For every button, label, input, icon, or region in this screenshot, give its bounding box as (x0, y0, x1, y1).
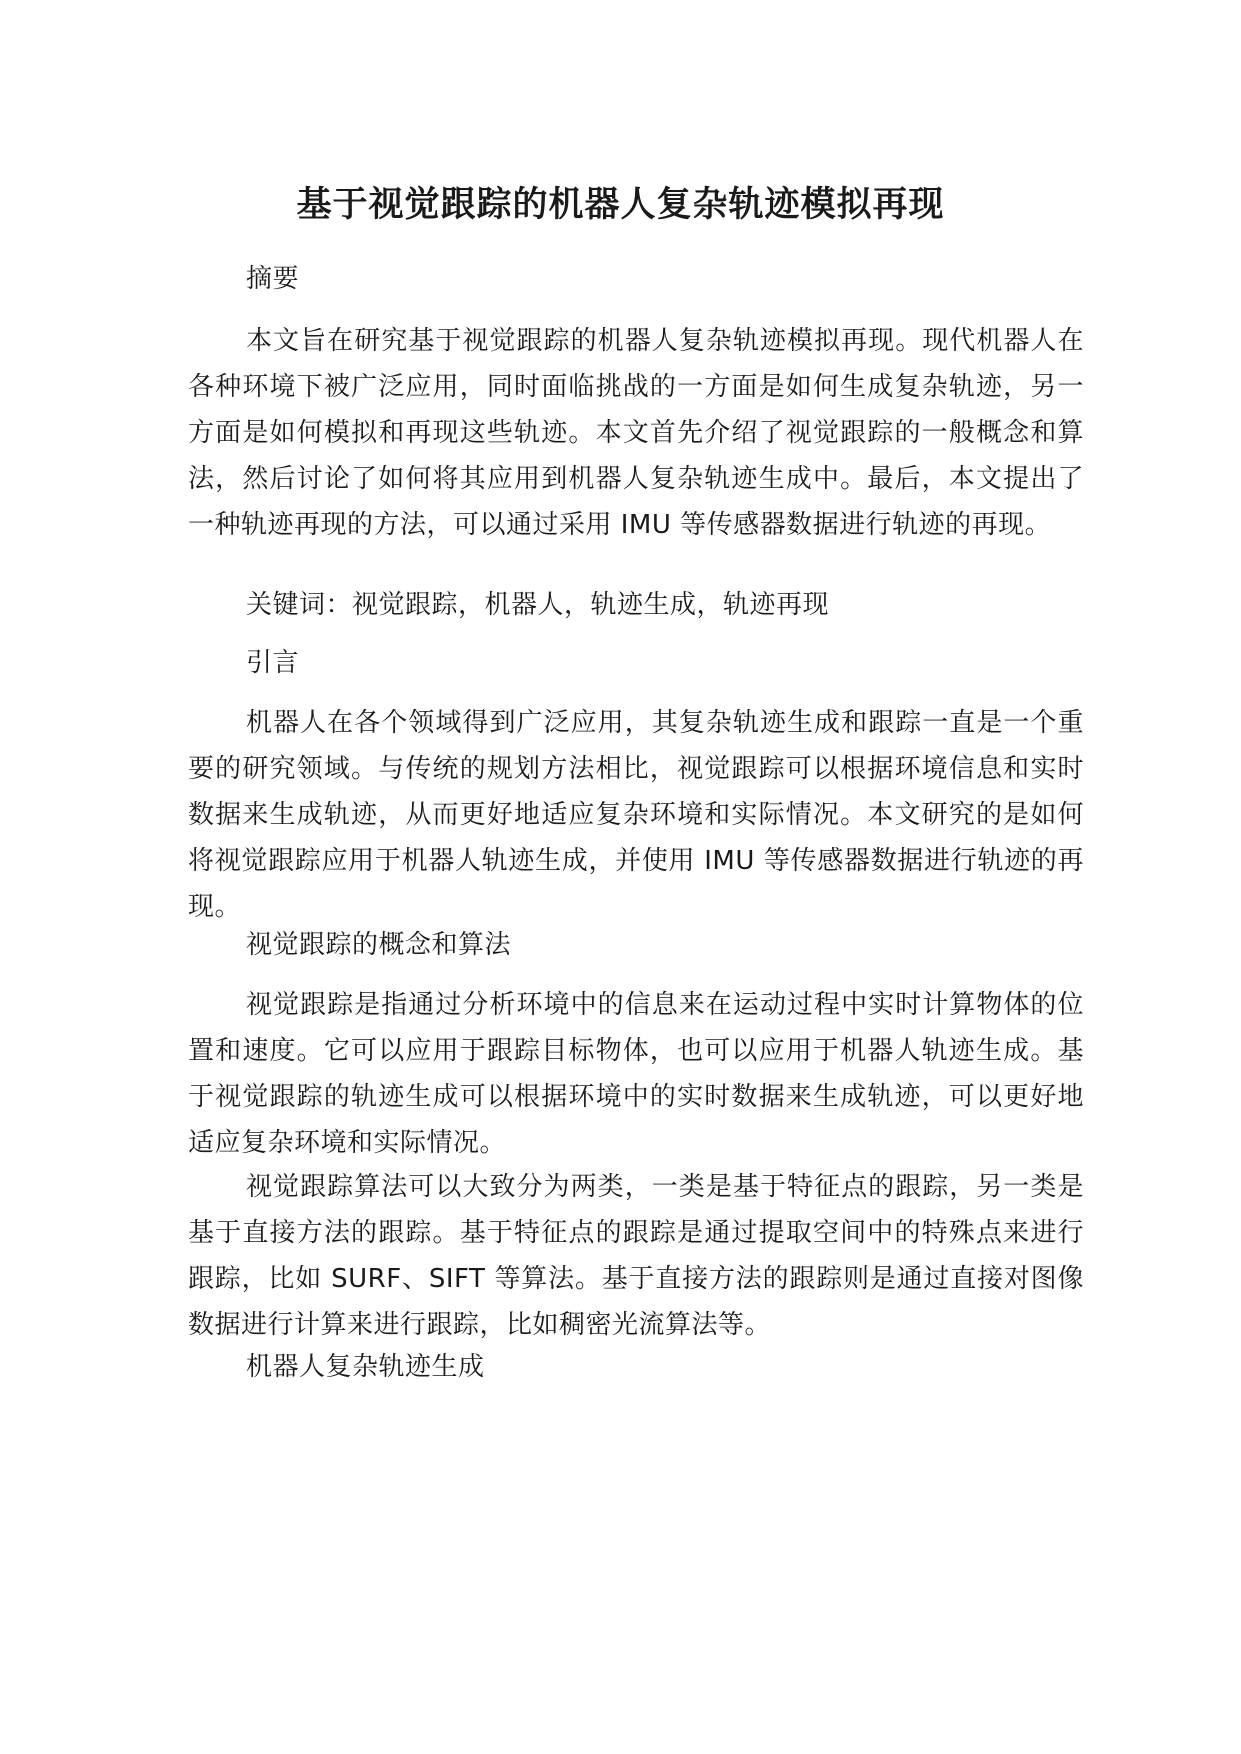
abstract-heading: 摘要 (246, 264, 300, 294)
intro-heading: 引言 (246, 648, 300, 678)
concept-heading: 视觉跟踪的概念和算法 (246, 930, 512, 960)
concept-paragraph-1: 视觉跟踪是指通过分析环境中的信息来在运动过程中实时计算物体的位置和速度。它可以应用于跟踪目标物体，也可以应用于机器人轨迹生成。基于视觉跟踪的轨迹生成可以根据环境中的实时数据来生成轨迹，可以更好地适应复杂环境和实际情况。 (188, 990, 1084, 1158)
generation-heading: 机器人复杂轨迹生成 (246, 1352, 485, 1382)
abstract-paragraph: 本文旨在研究基于视觉跟踪的机器人复杂轨迹模拟再现。现代机器人在各种环境下被广泛应用，同时面临挑战的一方面是如何生成复杂轨迹，另一方面是如何模拟和再现这些轨迹。本文首先介绍了视觉跟踪的一般概念和算法，然后讨论了如何将其应用到机器人复杂轨迹生成中。最后，本文提出了一种轨迹再现的方法，可以通过采用 IMU 等传感器数据进行轨迹的再现。 (188, 326, 1084, 540)
intro-paragraph: 机器人在各个领域得到广泛应用，其复杂轨迹生成和跟踪一直是一个重要的研究领域。与传统的规划方法相比，视觉跟踪可以根据环境信息和实时数据来生成轨迹，从而更好地适应复杂环境和实际情况。本文研究的是如何将视觉跟踪应用于机器人轨迹生成，并使用 IMU 等传感器数据进行轨迹的再现。 (188, 708, 1084, 922)
concept-paragraph-2: 视觉跟踪算法可以大致分为两类，一类是基于特征点的跟踪，另一类是基于直接方法的跟踪。基于特征点的跟踪是通过提取空间中的特殊点来进行跟踪，比如 SURF、SIFT 等算法。基于直接方法的跟踪则是通过直接对图像数据进行计算来进行跟踪，比如稠密光流算法等。 (188, 1172, 1084, 1340)
keywords-line: 关键词：视觉跟踪，机器人，轨迹生成，轨迹再现 (246, 590, 830, 620)
document-title: 基于视觉跟踪的机器人复杂轨迹模拟再现 (296, 185, 945, 225)
